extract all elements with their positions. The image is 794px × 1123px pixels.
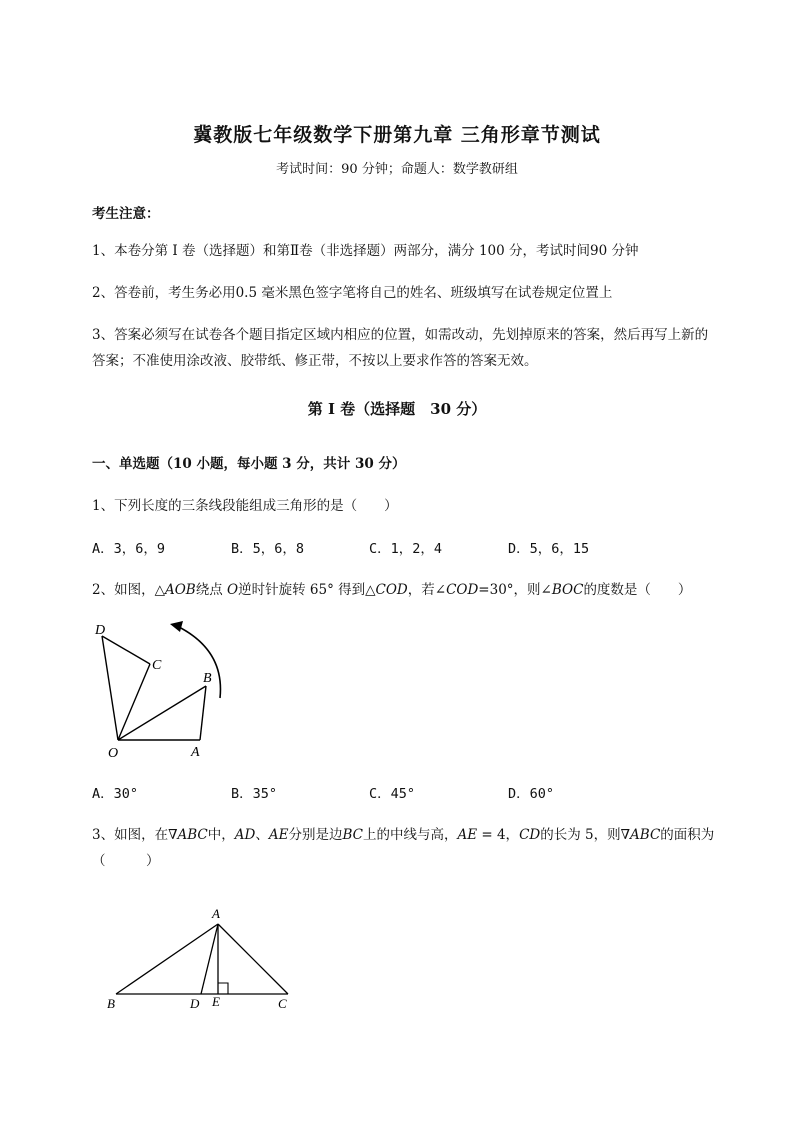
- page-title: 冀教版七年级数学下册第九章 三角形章节测试: [193, 124, 601, 146]
- notice-item-2: 2、答卷前，考生务必用0.5 毫米黑色签字笔将自己的姓名、班级填写在试卷规定位置上: [92, 285, 613, 301]
- segment-ob: [118, 686, 206, 740]
- segment-od: [102, 636, 118, 740]
- rotation-figure: [90, 612, 240, 762]
- q2-option-b: B．35°: [231, 786, 278, 802]
- triangle-figure: [100, 902, 300, 1014]
- segment-ba: [200, 686, 206, 740]
- exam-info: 考试时间：90 分钟；命题人：数学教研组: [276, 162, 518, 177]
- notice-item-3: 3、答案必须写在试卷各个题目指定区域内相应的位置，如需改动，先划掉原来的答案，然后再写上新的答案；不准使用涂改液、胶带纸、修正带，不按以上要求作答的答案无效。: [92, 327, 709, 369]
- segment-oc: [118, 664, 150, 740]
- q2-option-c: C．45°: [369, 786, 416, 802]
- q2-option-a: A．30°: [92, 786, 139, 802]
- rotation-arrow-icon: [170, 621, 183, 632]
- label-d: D: [95, 623, 106, 638]
- label-a: A: [212, 906, 220, 921]
- question-2-stem: 2、如图，△AOB绕点 O逆时针旋转 65° 得到△COD，若∠COD=30°，则∠BOC的度数是（ ）: [92, 582, 692, 598]
- label-b: B: [203, 671, 212, 686]
- rotation-arc: [177, 626, 220, 698]
- q1-option-a: A．3，6，9: [92, 541, 166, 557]
- q1-option-c: C．1，2，4: [369, 541, 443, 557]
- label-o: O: [108, 746, 119, 761]
- question-3-stem-line2: （ ）: [92, 853, 160, 869]
- section-heading: 一、单选题（10 小题，每小题 3 分，共计 30 分）: [92, 456, 406, 472]
- part-title: 第 I 卷（选择题 30 分）: [307, 400, 487, 418]
- q2-option-d: D．60°: [508, 786, 555, 802]
- label-c: C: [278, 996, 287, 1011]
- label-b: B: [107, 996, 115, 1011]
- question-1-stem: 1、下列长度的三条线段能组成三角形的是（ ）: [92, 498, 398, 514]
- segment-ab: [116, 924, 218, 994]
- label-d: D: [190, 996, 200, 1011]
- label-c: C: [152, 658, 162, 673]
- label-e: E: [212, 994, 220, 1009]
- q1-option-b: B．5，6，8: [231, 541, 305, 557]
- right-angle-mark: [218, 983, 228, 994]
- notice-item-1: 1、本卷分第 I 卷（选择题）和第Ⅱ卷（非选择题）两部分，满分 100 分，考试时间90 分钟: [92, 243, 639, 259]
- label-a: A: [191, 745, 200, 760]
- notice-heading: 考生注意：: [92, 206, 160, 222]
- segment-dc: [102, 636, 150, 664]
- question-3-stem: 3、如图，在∇ABC中，AD、AE分别是边BC上的中线与高，AE = 4，CD的长为 5，则∇ABC的面积为: [92, 827, 715, 843]
- q1-option-d: D．5，6，15: [508, 541, 590, 557]
